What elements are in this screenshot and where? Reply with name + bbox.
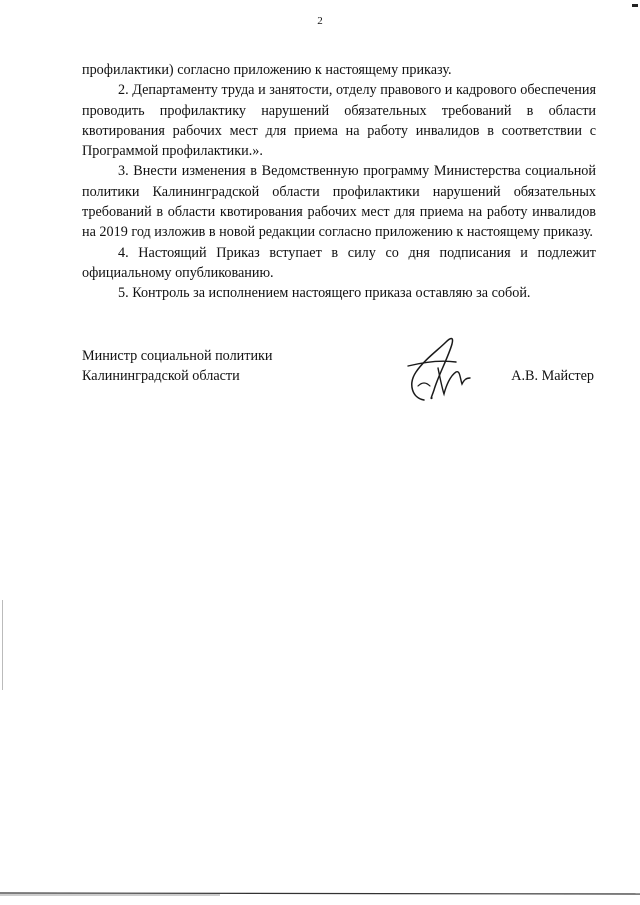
signer-title-line-2: Калининградской области (82, 368, 240, 384)
scan-edge-mark (2, 600, 3, 690)
signer-title (82, 346, 273, 386)
scan-corner-mark (632, 4, 638, 7)
paragraph-item-4: 4. Настоящий Приказ вступает в силу со дня подписания и подлежит официальному опубликованию. (82, 244, 596, 281)
paragraph-item-5: 5. Контроль за исполнением настоящего приказа оставляю за собой. (118, 285, 531, 302)
signature-block (82, 346, 596, 406)
signer-title-line-1: Министр социальной политики (82, 348, 273, 364)
signer-name: А.В. Майстер (511, 368, 594, 384)
paragraph-continuation: профилактики) согласно приложению к настоящему приказу. (82, 62, 452, 78)
document-body (82, 60, 596, 304)
paragraph-item-2: 2. Департаменту труда и занятости, отделу правового и кадрового обеспечения проводить профилактику нарушений обязательных требований в области квотирования рабочих мест для приема на работу инвалидов в соответствии с Программой профилактики.». (82, 82, 596, 160)
handwritten-signature (394, 332, 474, 404)
scan-bottom-edge (0, 892, 640, 896)
paragraph-item-3: 3. Внести изменения в Ведомственную программу Министерства социальной политики Калининградской области профилактики нарушений обязательных требований в области квотирования рабочих мест для приема на работу инвалидов на 2019 год изложив в новой редакции согласно приложению к настоящему приказу. (82, 163, 596, 241)
page-number: 2 (317, 15, 323, 27)
